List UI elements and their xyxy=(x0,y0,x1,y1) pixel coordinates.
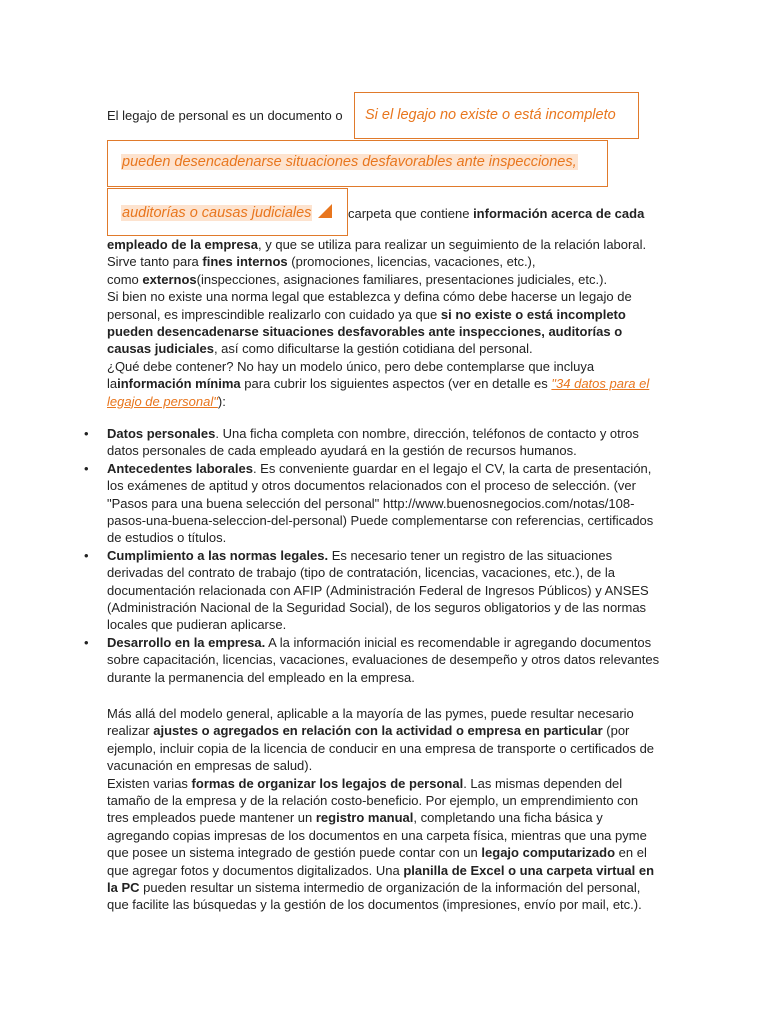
item-text: A la información inicial es recomendable ir agregando documentos sobre capacitación, licencias, vacaciones, evaluaciones de desempeño y otros datos relevantes durante la permanencia del empleado en la empresa. xyxy=(107,634,660,685)
item-text: . Es conveniente guardar en el legajo el CV, la carta de presentación, los exámenes de aptitud y otros documentos relacionados con el proceso de selección. (ver "Pasos para una buena selección del personal" http://www.buenosnegocios.com/notas/108-pasos-una-buena-seleccion-del-personal) Puede complementarse con referencias, certificados de estudios o títulos. xyxy=(107,460,654,546)
aspects-list xyxy=(84,425,663,686)
intro-bold-2: empleado de la empresa xyxy=(107,237,259,252)
intro-line-1 xyxy=(107,236,663,253)
p4c: (por ejemplo, incluir copia de la licencia de conducir en una empresa de transporte o certificados de vacunación en empresas de salud). xyxy=(107,723,655,774)
intro-l4a: como xyxy=(107,271,139,287)
pull-quote-text-3: auditorías o causas judiciales xyxy=(122,205,312,221)
p3d: ): xyxy=(217,393,226,409)
list-item xyxy=(84,547,663,634)
intro-l4c: (inspecciones, asignaciones familiares, presentaciones judiciales, etc.). xyxy=(196,271,608,287)
item-title: Cumplimiento a las normas legales. xyxy=(107,547,329,563)
list-item xyxy=(84,425,663,460)
intro-cont-2: , y que se utiliza para realizar un seguimiento de la relación laboral. xyxy=(258,237,647,252)
p4b: ajustes o agregados en relación con la actividad o empresa en particular xyxy=(153,723,603,739)
pull-quote-text-2: pueden desencadenarse situaciones desfavorables ante inspecciones, xyxy=(122,154,577,170)
pull-quote-line2 xyxy=(107,140,608,187)
p2b: si no existe o está incompleto pueden desencadenarse situaciones desfavorables ante inspecciones, auditorías o causas judiciales xyxy=(107,306,626,357)
intro-continuation xyxy=(348,206,644,221)
p5c: . Las mismas dependen del tamaño de la empresa y de la relación costo-beneficio. Por ejemplo, un emprendimiento con tres empleados puede mantener un xyxy=(107,775,639,826)
list-item xyxy=(84,634,663,686)
pull-quote-text-1: Si el legajo no existe o está incompleto xyxy=(365,107,616,123)
intro-cont-text: carpeta que contiene xyxy=(348,206,470,221)
item-title: Desarrollo en la empresa. xyxy=(107,634,266,650)
p5i: pueden resultar un sistema intermedio de organización de la información del personal, que facilite las búsquedas y la gestión de los documentos (impresiones, envío por mail, etc.). xyxy=(107,880,642,913)
intro-paragraph-3 xyxy=(107,358,663,410)
p5a: Existen varias xyxy=(107,775,188,791)
intro-l3c: (promociones, licencias, vacaciones, etc.), xyxy=(291,254,536,270)
p5e: , completando una ficha básica y agregando copias impresas de los documentos en una carpeta física, mientras que una pyme que posee un sistema integrado de gestión puede contar con un xyxy=(107,810,647,861)
intro-paragraph-2 xyxy=(107,288,663,358)
p5g: en el que agregar fotos y documentos digitalizados. Una xyxy=(107,845,647,878)
p3a: ¿Qué debe contener? No hay un modelo único, pero debe contemplarse que incluya la xyxy=(107,358,595,392)
paragraph-customization xyxy=(107,705,663,775)
bullet-icon: • xyxy=(84,460,89,476)
pull-quote-line3 xyxy=(107,188,348,236)
p5d: registro manual xyxy=(315,810,414,826)
p2a: Si bien no existe una norma legal que establezca y defina cómo debe hacerse un legajo de personal, es imprescindible realizarlo con cuidado ya que xyxy=(107,289,632,322)
item-text: . Una ficha completa con nombre, dirección, teléfonos de contacto y otros datos personales de cada empleado ayudará en la gestión de recursos humanos. xyxy=(107,426,639,459)
intro-l3a: Sirve tanto para xyxy=(107,254,199,270)
bullet-icon: • xyxy=(84,426,89,441)
item-title: Antecedentes laborales xyxy=(107,460,253,476)
closing-section xyxy=(107,705,663,914)
item-text: Es necesario tener un registro de las situaciones derivadas del contrato de trabajo (tipo de contratación, licencias, vacaciones, etc.), de la documentación relacionada con AFIP (Administración Federal de Ingresos Públicos) y ANSES (Administración Nacional de la Seguridad Social), de los seguros obligatorios y de las normas locales que pudieran aplicarse. xyxy=(107,547,649,633)
intro-line-3 xyxy=(107,271,663,288)
intro-paragraph xyxy=(107,236,663,410)
legajo-data-link[interactable]: "34 datos para el legajo de personal" xyxy=(107,376,650,409)
bullet-icon: • xyxy=(84,547,89,563)
intro-lead: El legajo de personal es un documento o xyxy=(107,108,343,123)
bullet-icon: • xyxy=(84,634,89,650)
p3b: información mínima xyxy=(117,376,241,392)
paragraph-organization xyxy=(107,775,663,914)
intro-line-2 xyxy=(107,253,663,270)
list-item xyxy=(84,460,663,547)
p3c: para cubrir los siguientes aspectos (ver en detalle es xyxy=(244,376,548,392)
p5f: legajo computarizado xyxy=(481,845,616,861)
intro-l3b: fines internos xyxy=(202,254,288,270)
p2c: , así como dificultarse la gestión cotidiana del personal. xyxy=(213,341,533,357)
intro-l4b: externos xyxy=(142,271,197,287)
p5b: formas de organizar los legajos de personal xyxy=(191,775,464,791)
p5h: planilla de Excel o una carpeta virtual en la PC xyxy=(107,862,655,896)
intro-bold-1: información acerca de cada xyxy=(473,206,645,221)
p4a: Más allá del modelo general, aplicable a la mayoría de las pymes, puede resultar necesario realizar xyxy=(107,706,634,739)
resize-handle-icon[interactable] xyxy=(318,204,332,218)
pull-quote-line1 xyxy=(354,92,639,139)
item-title: Datos personales xyxy=(107,426,216,441)
